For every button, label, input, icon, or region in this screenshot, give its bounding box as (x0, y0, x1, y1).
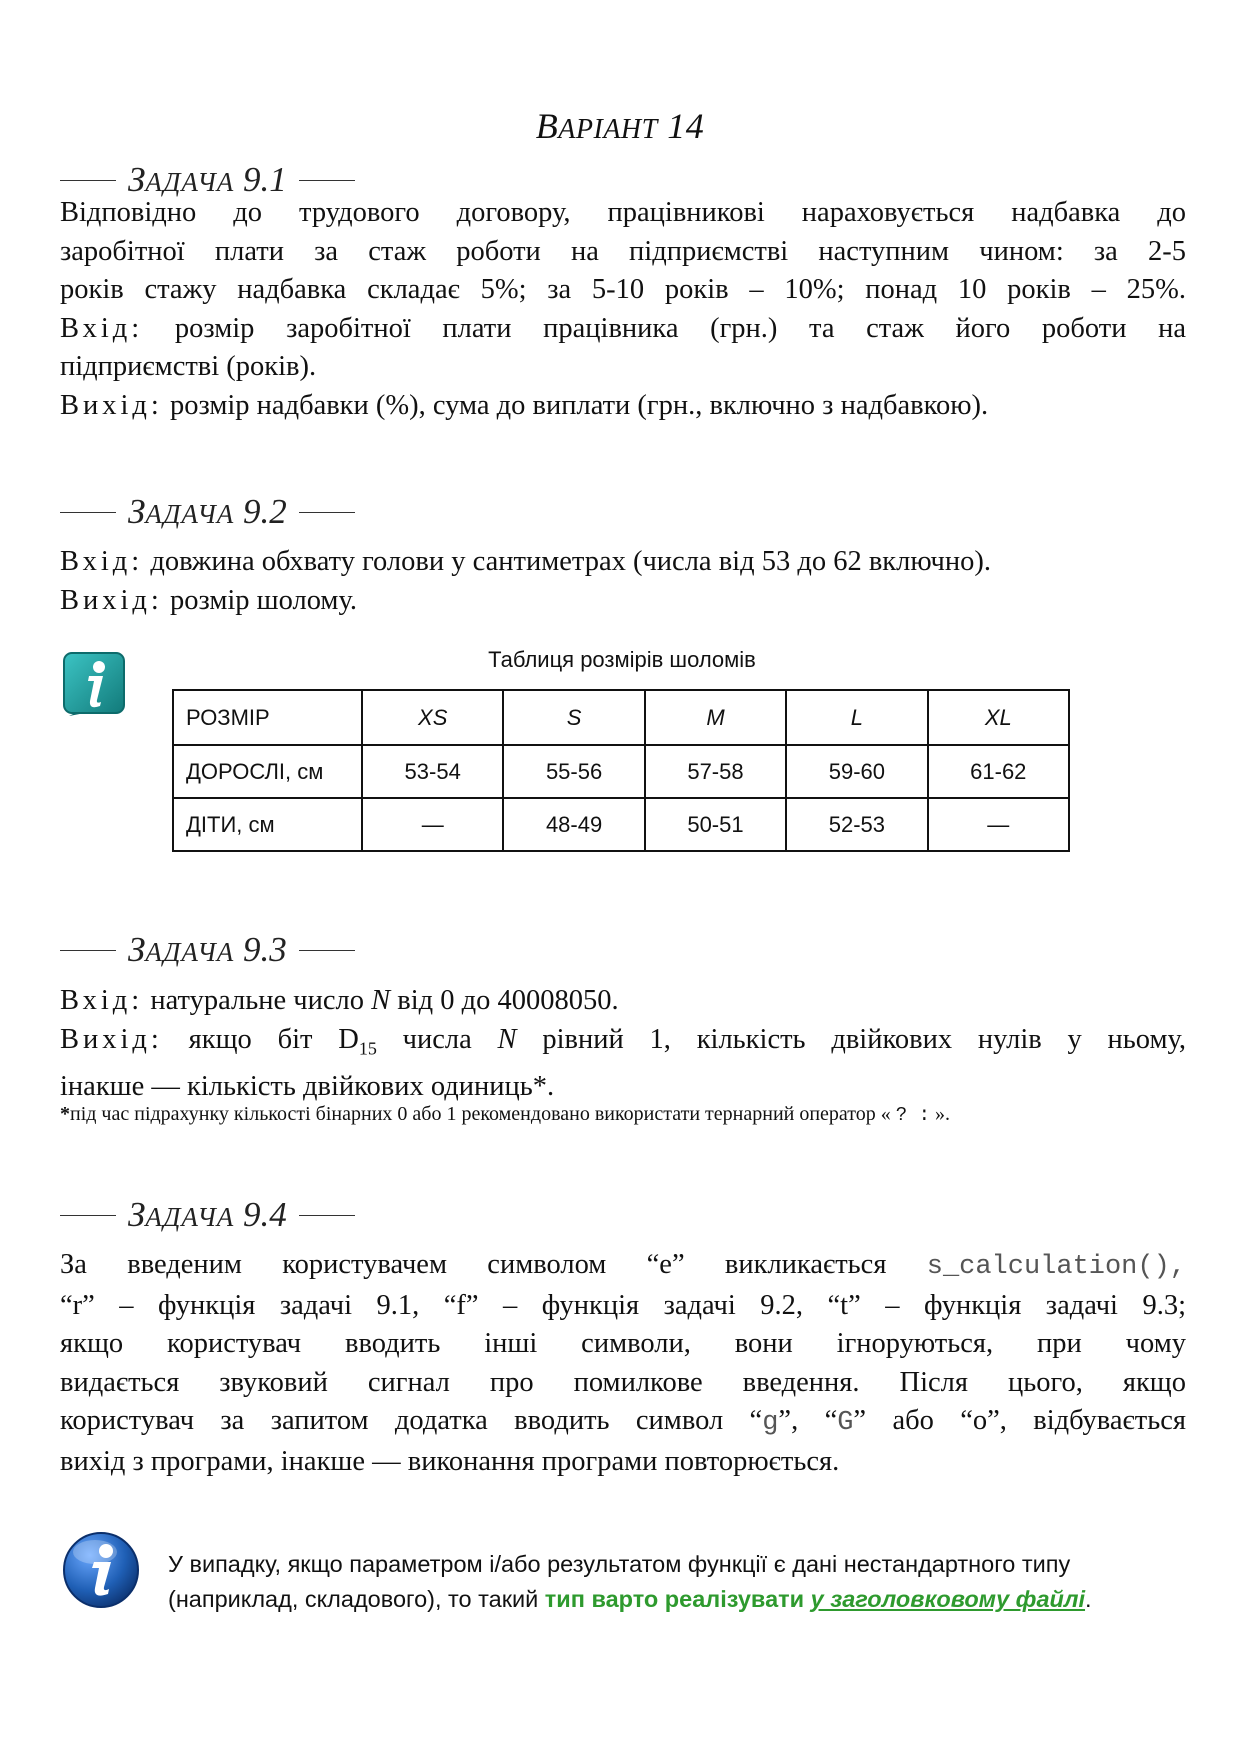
table-cell: ДІТИ, см (173, 798, 362, 851)
table-cell: 55-56 (503, 745, 644, 798)
info-icon (61, 650, 127, 716)
info-icon (61, 1530, 141, 1610)
task-9-3-body: Вхід: натуральне число N від 0 до 40008050. Вихід: якщо біт $D_{15}$ числа N рівний 1, кількість двійкових нулів у ньому, інакше — кількість двійкових одиниць*. (60, 985, 1187, 1102)
table-cell: — (928, 798, 1069, 851)
task-9-3-heading: ЗАДАЧА 9.3 (60, 930, 355, 970)
table-header-cell: S (503, 690, 644, 745)
helmet-size-table (172, 689, 1070, 852)
table-header-row (173, 690, 1069, 745)
task-9-1-heading: ЗАДАЧА 9.1 (60, 160, 355, 200)
table-cell: 52-53 (786, 798, 927, 851)
task-9-4-heading: ЗАДАЧА 9.4 (60, 1195, 355, 1235)
footer-note: У випадку, якщо параметром і/або результатом функції є дані нестандартного типу (наприклад, складового), то такий тип варто реалізувати у заголовковому файлі. (168, 1551, 1092, 1612)
table-title: Таблиця розмірів шоломів (488, 647, 756, 672)
task-9-4-body: За введеним користувачем символом “e” викликається s_calculation(), “r” – функція задачі 9.1, “f” – функція задачі 9.2, “t” – функція задачі 9.3; якщо користувач вводить інші символи, вони ігноруються, при чому видається звуковий сигнал про помилкове введення. Після цього, якщо користувач за запитом додатка вводить символ “g”, “G” або “o”, відбувається вихід з програми, інакше — виконання програми повторюється. (60, 1249, 1186, 1477)
table-cell: 59-60 (786, 745, 927, 798)
table-cell: 57-58 (645, 745, 786, 798)
task-9-2-heading: ЗАДАЧА 9.2 (60, 492, 355, 532)
table-header-cell: L (786, 690, 927, 745)
task-9-3-footnote: *під час підрахунку кількості бінарних 0 або 1 рекомендовано використати тернарний оператор « ? : ». (60, 1103, 950, 1126)
task-9-2-body: Вхід: довжина обхвату голови у сантиметрах (числа від 53 до 62 включно). Вихід: розмір шолому. (60, 546, 992, 616)
table-header-cell: XS (362, 690, 503, 745)
table-cell: — (362, 798, 503, 851)
variant-title: ВАРІАНТ 14 (535, 106, 705, 146)
table-cell: 50-51 (645, 798, 786, 851)
task-9-1-body: Відповідно до трудового договору, працівникові нараховується надбавка до заробітної плати за стаж роботи на підприємстві наступним чином: за 2-5 років стажу надбавка складає 5%; за 5-10 років – 10%; понад 10 років – 25%. Вхід: розмір заробітної плати працівника (грн.) та стаж його роботи на підприємстві (років). Вихід: розмір надбавки (%), сума до виплати (грн., включно з надбавкою). (60, 197, 1186, 421)
table-header-cell: РОЗМІР (173, 690, 362, 745)
table-cell: 53-54 (362, 745, 503, 798)
table-cell: 48-49 (503, 798, 644, 851)
table-header-cell: M (645, 690, 786, 745)
table-cell: 61-62 (928, 745, 1069, 798)
table-header-cell: XL (928, 690, 1069, 745)
table-cell: ДОРОСЛІ, см (173, 745, 362, 798)
table-row (173, 745, 1069, 798)
table-row (173, 798, 1069, 851)
